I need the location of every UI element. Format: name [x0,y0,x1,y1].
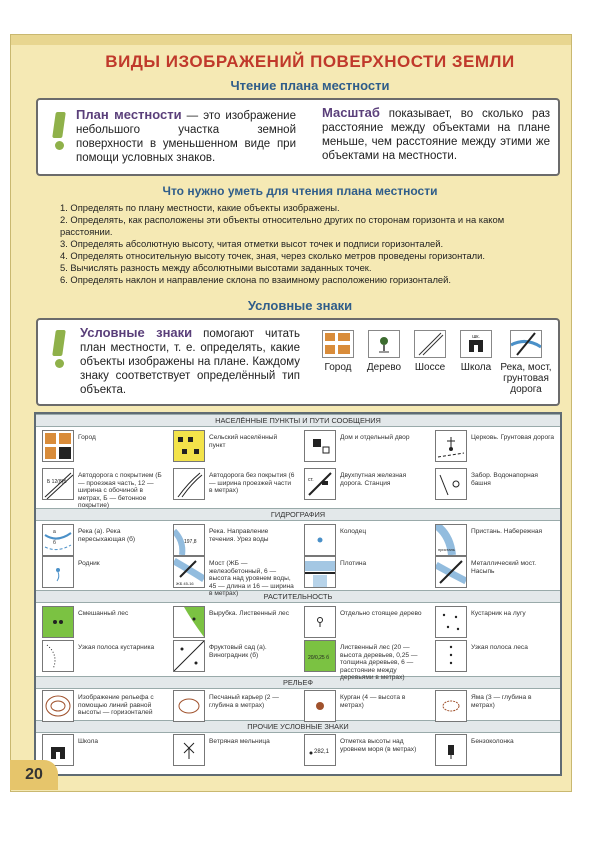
height-mark-text: 282,1 [314,749,330,755]
skill-item: 6. Определять наклон и направление склона по взаимному расположению горизонталей. [60,274,451,285]
height-mark-icon [304,734,336,766]
conventional-definition [80,326,300,397]
section-hydrography: ГИДРОГРАФИЯ [36,508,560,521]
definitions-box [36,98,560,176]
section-relief: РЕЛЬЕФ [36,676,560,689]
pier-icon [435,524,467,556]
station-label-text: ст. [308,477,314,483]
scale-definition [322,106,550,163]
forest-label-text: 20/0,25 б [308,655,329,661]
exclamation-icon [52,330,66,368]
plan-term: План местности [76,107,182,122]
fence-tower-icon [435,468,467,500]
conventional-text: помогают читать план местности, т. е. определять, какие объекты изображены на плане. Каждому знаку соответствует определённый тип объекта. [80,328,300,396]
paved-road-icon [42,468,74,500]
sample-highway [406,330,454,373]
page-title: ВИДЫ ИЗОБРАЖЕНИЙ ПОВЕРХНОСТИ ЗЕМЛИ [105,52,515,71]
sample-label: Школа [460,362,492,373]
page-subtitle: Чтение плана местности [230,78,390,93]
conventional-box [36,318,560,406]
sample-city [314,330,362,373]
scale-text: показывает, во сколько раз расстояние между объектами на плане меньше, чем расстояние между этими же объектами на местности. [322,108,550,162]
bridge-label-text: ЖБ 45-16 [176,581,194,586]
forest-strip-icon [435,640,467,672]
barrow-icon [304,690,336,722]
tree-icon [368,330,400,358]
conventional-heading: Условные знаки [247,298,353,313]
highway-icon [414,330,446,358]
section-settlements: НАСЕЛЁННЫЕ ПУНКТЫ И ПУТИ СООБЩЕНИЯ [36,414,560,427]
skills-list [60,202,540,286]
orchard-icon [173,640,205,672]
sample-tree [360,330,408,373]
church-icon [435,430,467,462]
sample-label: Река, мост, грунтовая дорога [500,362,552,395]
house-icon [304,430,336,462]
clearing-icon [173,606,205,638]
skill-item: 5. Вычислять разность между абсолютными высотами заданных точек. [60,262,372,273]
skill-item: 3. Определять абсолютную высоту, читая отметки высот точек и подписи горизонталей. [60,238,444,249]
contour-lines-icon [42,690,74,722]
section-vegetation: РАСТИТЕЛЬНОСТЬ [36,590,560,603]
railway-icon [304,468,336,500]
school-icon [460,330,492,358]
sample-school [452,330,500,373]
village-icon [173,430,205,462]
mixed-forest-icon [42,606,74,638]
sample-label: Дерево [366,362,402,373]
exclamation-icon [52,112,66,150]
unpaved-road-icon [173,468,205,500]
sample-label: Шоссе [414,362,446,373]
page-number: 20 [10,760,58,790]
river-bridge-icon [510,330,542,358]
b-label-text: б [53,540,56,546]
skill-item: 1. Определять по плану местности, какие объекты изображены. [60,202,340,213]
metal-bridge-icon [435,556,467,588]
scale-term: Масштаб [322,105,380,120]
skills-heading: Что нужно уметь для чтения плана местности [162,184,438,198]
river-mark-text: 197,8 [184,539,197,545]
school-mark-text: шк. [472,334,480,340]
gas-station-icon [435,734,467,766]
sample-label: Город [324,362,352,373]
section-other: ПРОЧИЕ УСЛОВНЫЕ ЗНАКИ [36,720,560,733]
windmill-icon [173,734,205,766]
sample-river-bridge [498,330,554,395]
a-label-text: а [53,529,56,535]
bridge-icon [173,556,205,588]
dam-icon [304,556,336,588]
river-flow-icon [173,524,205,556]
city-icon [42,430,74,462]
river-icon [42,524,74,556]
single-tree-icon [304,606,336,638]
pit-icon [435,690,467,722]
skill-item: 4. Определять относительную высоту точек, зная, через сколько метров проведены горизонтали. [60,250,485,261]
deciduous-forest-icon [304,640,336,672]
legend-table: НАСЕЛЁННЫЕ ПУНКТЫ И ПУТИ СООБЩЕНИЯ ГИДРОГРАФИЯ РАСТИТЕЛЬНОСТЬ РЕЛЬЕФ ПРОЧИЕ УСЛОВНЫЕ ЗНАКИ Город Сельский населённый пункт Дом и отдельный двор Церковь. Грунтовая дорога Б 12(8)Б Автодорога с покрытием (Б — проезжая часть, 12 — ширина с обочиной в метрах, Б — бетонное покрытие) Автодорога без покрытия (6 — ширина проезжей части в метрах) ст. Двухпутная железная дорога. Станция Забор. Водонапорная башня а б Река (а). Река пересыхающая (б) 197,8 Река. Направление течения. Урез воды Колодец пристань Пристань. Набережная Родник ЖБ 45-16 Мост (ЖБ — железобетонный, 6 — высота над уровнем воды, 45 — длина и 16 — ширина в метрах) Плотина Металлический мост. Насыпь Смешанный лес Вырубка. Лиственный лес Отдельно стоящее дерево Кустарник на лугу Узкая полоса кустарника Фруктовый сад (а). Виноградник (б) 20/0,25 б Лиственный лес (20 — высота деревьев, 0,25 — толщина деревьев, 6 — расстояние между деревьями в метрах) Узкая полоса леса Изображение рельефа с помощью линий равной высоты — горизонталей Песчаный карьер (2 — глубина в метрах) Курган (4 — высота в метрах) Яма (3 — глубина в метрах) Школа Ветряная мельница 282,1 Отметка высоты над уровнем моря (в метрах) Бензоколонка [34,412,562,776]
plan-definition [76,108,296,165]
sand-pit-icon [173,690,205,722]
plan-text: — это изображение небольшого участка земной поверхности в уменьшенном виде при помощи условных знаков. [76,110,296,164]
pier-label-text: пристань [438,547,455,552]
shrub-strip-icon [42,640,74,672]
well-icon [304,524,336,556]
city-icon [322,330,354,358]
road-label-text: Б 12(8)Б [47,479,67,485]
shrub-meadow-icon [435,606,467,638]
spring-icon [42,556,74,588]
conventional-term: Условные знаки [80,325,193,340]
skill-item: 2. Определять, как расположены эти объекты относительно других по сторонам горизонта и на каком расстоянии. [60,214,505,237]
